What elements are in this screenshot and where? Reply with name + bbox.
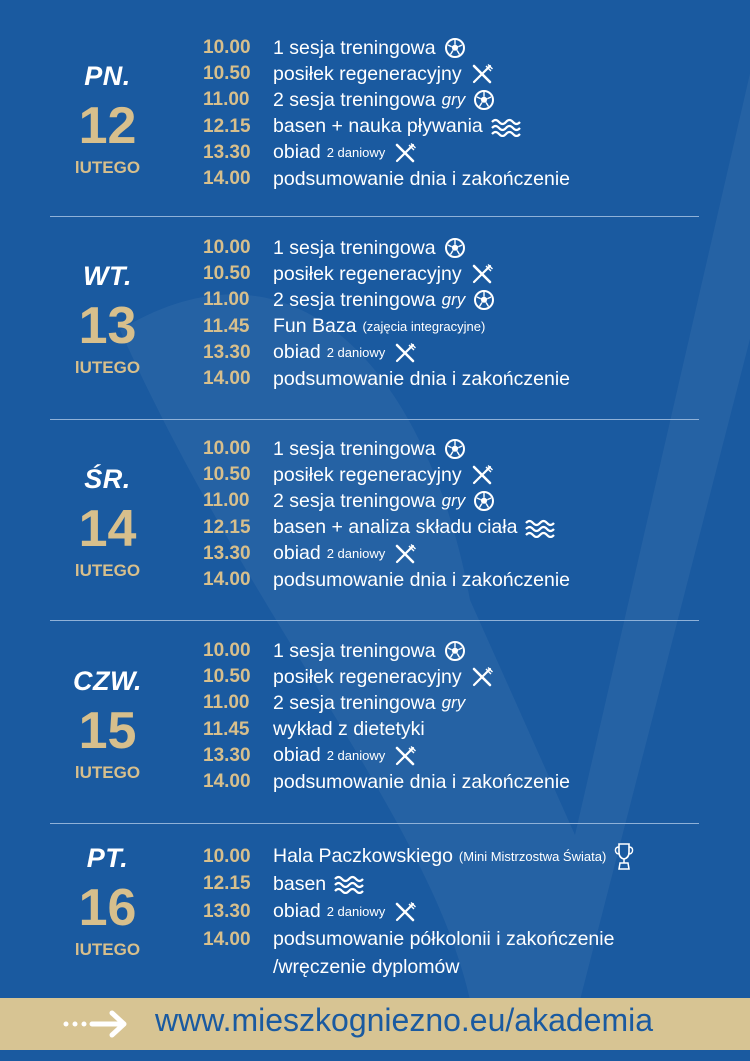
- row-description: [273, 873, 364, 896]
- row-time: 12.15: [203, 516, 251, 538]
- fork-knife-icon: [393, 745, 417, 767]
- day-number: 12: [78, 97, 137, 155]
- row-time: 13.30: [203, 542, 251, 564]
- day-number: 16: [78, 879, 137, 937]
- row-activity-note: gry: [441, 90, 466, 110]
- schedule-row: [203, 366, 570, 392]
- row-description: [273, 237, 466, 260]
- separator: [50, 620, 699, 621]
- row-activity: obiad: [273, 341, 321, 364]
- row-activity: obiad: [273, 900, 321, 923]
- row-description: [273, 692, 465, 715]
- ball-icon: [473, 89, 495, 111]
- fork-knife-icon: [393, 901, 417, 923]
- ball-icon: [444, 640, 466, 662]
- schedule-rows: [203, 35, 570, 192]
- row-description: [273, 842, 634, 872]
- row-time: 14.00: [203, 168, 251, 190]
- row-description: [273, 37, 466, 60]
- row-time: 14.00: [203, 771, 251, 793]
- row-activity: 2 sesja treningowa: [273, 489, 436, 512]
- schedule-row: [203, 166, 570, 192]
- row-activity-detail: 2 daniowy: [326, 904, 386, 920]
- row-time: 10.00: [203, 237, 251, 259]
- row-description: [273, 744, 417, 767]
- separator: [50, 216, 699, 217]
- row-activity: 1 sesja treningowa: [273, 639, 436, 662]
- day-name: CZW.: [73, 666, 142, 696]
- row-time: 14.00: [203, 928, 251, 950]
- row-activity: posiłek regeneracyjny: [273, 463, 462, 486]
- day-month: lUTEGO: [74, 561, 141, 580]
- schedule-row: [203, 35, 570, 61]
- row-activity: Hala Paczkowskiego: [273, 845, 453, 868]
- waves-icon: [334, 874, 364, 894]
- row-activity: wykład z dietetyki: [273, 718, 425, 741]
- row-activity: podsumowanie dnia i zakończenie: [273, 167, 571, 190]
- schedule-row: [203, 769, 570, 795]
- trophy-icon: [614, 842, 634, 872]
- fork-knife-icon: [393, 342, 417, 364]
- fork-knife-icon: [393, 543, 417, 565]
- waves-icon: [491, 117, 521, 137]
- schedule-row: [203, 114, 570, 140]
- schedule-row: [203, 287, 570, 313]
- row-activity-detail: (zajęcia integracyjne): [362, 319, 486, 335]
- row-activity: basen: [273, 872, 327, 895]
- row-time: 12.15: [203, 115, 251, 137]
- row-activity-detail: (Mini Mistrzostwa Świata): [458, 849, 607, 865]
- row-activity: 1 sesja treningowa: [273, 437, 436, 460]
- row-time: 10.00: [203, 640, 251, 662]
- day-number: 15: [78, 702, 137, 760]
- schedule-row: [203, 261, 570, 287]
- row-time: 11.45: [203, 718, 250, 740]
- row-activity: 1 sesja treningowa: [273, 36, 436, 59]
- row-description: [273, 542, 417, 565]
- row-description: [273, 89, 495, 112]
- row-activity: 2 sesja treningowa: [273, 288, 436, 311]
- day-month: lUTEGO: [74, 158, 141, 177]
- row-description: [273, 771, 570, 794]
- row-time: 13.30: [203, 341, 251, 363]
- website-link[interactable]: www.mieszkogniezno.eu/akademia: [155, 1002, 654, 1038]
- row-description: [273, 438, 466, 461]
- separator: [50, 419, 699, 420]
- row-activity: 2 sesja treningowa: [273, 88, 436, 111]
- day-number: 14: [78, 500, 137, 558]
- schedule-rows: [203, 235, 570, 392]
- ball-icon: [444, 237, 466, 259]
- day-name: ŚR.: [84, 464, 131, 494]
- schedule-row: [203, 488, 570, 514]
- row-description: [273, 900, 417, 923]
- day-label: [40, 61, 175, 178]
- row-activity-detail: 2 daniowy: [326, 748, 386, 764]
- day-number: 13: [78, 297, 137, 355]
- schedule-row: [203, 235, 570, 261]
- schedule-row: [203, 871, 634, 899]
- schedule-row: [203, 664, 570, 690]
- day-month: lUTEGO: [74, 358, 141, 377]
- row-description: [273, 289, 495, 312]
- waves-icon: [525, 518, 555, 538]
- row-activity: 1 sesja treningowa: [273, 236, 436, 259]
- row-time: 10.50: [203, 63, 251, 85]
- row-time: 11.45: [203, 315, 250, 337]
- footer-bar: [0, 998, 750, 1050]
- day-label: [40, 666, 175, 783]
- row-description: [273, 666, 494, 689]
- row-time: 14.00: [203, 368, 251, 390]
- row-activity-detail: 2 daniowy: [326, 345, 386, 361]
- schedule-rows: [203, 843, 634, 981]
- row-activity: obiad: [273, 542, 321, 565]
- row-time: 11.00: [203, 89, 250, 111]
- row-time: 13.30: [203, 744, 251, 766]
- row-description: [273, 168, 570, 191]
- separator: [50, 823, 699, 824]
- row-description: [273, 263, 494, 286]
- schedule-row: [203, 515, 570, 541]
- day-name: PT.: [86, 843, 129, 873]
- row-time: 11.00: [203, 692, 250, 714]
- schedule-row: [203, 953, 634, 981]
- row-time: 14.00: [203, 569, 251, 591]
- schedule-row: [203, 340, 570, 366]
- schedule-row: [203, 567, 570, 593]
- row-activity: Fun Baza: [273, 315, 357, 338]
- row-time: 13.30: [203, 141, 251, 163]
- row-description: [273, 718, 425, 741]
- row-activity: posiłek regeneracyjny: [273, 62, 462, 85]
- row-description: [273, 315, 485, 338]
- arrow-right-icon: [62, 1009, 132, 1039]
- schedule-row: [203, 743, 570, 769]
- row-time: 10.50: [203, 263, 251, 285]
- row-time: 10.00: [203, 845, 251, 867]
- row-description: [273, 341, 417, 364]
- row-activity: basen + analiza składu ciała: [273, 516, 518, 539]
- ball-icon: [444, 37, 466, 59]
- row-activity: obiad: [273, 744, 321, 767]
- row-description: [273, 368, 570, 391]
- row-time: 10.00: [203, 438, 251, 460]
- row-time: 12.15: [203, 873, 251, 895]
- fork-knife-icon: [470, 63, 494, 85]
- ball-icon: [444, 438, 466, 460]
- row-description: [273, 63, 494, 86]
- day-label: [40, 464, 175, 581]
- row-description: [273, 569, 570, 592]
- row-activity: posiłek regeneracyjny: [273, 665, 462, 688]
- ball-icon: [473, 289, 495, 311]
- schedule-row: [203, 690, 570, 716]
- row-description: [273, 464, 494, 487]
- schedule-row: [203, 717, 570, 743]
- schedule-row: [203, 61, 570, 87]
- fork-knife-icon: [470, 464, 494, 486]
- row-activity-detail: 2 daniowy: [326, 145, 386, 161]
- row-activity: podsumowanie dnia i zakończenie: [273, 367, 571, 390]
- row-time: 11.00: [203, 289, 250, 311]
- row-activity-detail: 2 daniowy: [326, 546, 386, 562]
- fork-knife-icon: [393, 142, 417, 164]
- row-activity: podsumowanie półkolonii i zakończenie: [273, 928, 615, 951]
- day-name: PN.: [84, 61, 131, 91]
- row-time: 13.30: [203, 900, 251, 922]
- day-name: WT.: [83, 261, 132, 291]
- row-description: [273, 640, 466, 663]
- row-description: [273, 115, 521, 138]
- day-month: lUTEGO: [74, 763, 141, 782]
- row-activity: podsumowanie dnia i zakończenie: [273, 568, 571, 591]
- row-activity: /wręczenie dyplomów: [273, 955, 460, 978]
- schedule-row: [203, 541, 570, 567]
- row-activity: basen + nauka pływania: [273, 115, 483, 138]
- row-activity: 2 sesja treningowa: [273, 691, 436, 714]
- schedule-row: [203, 843, 634, 871]
- row-activity-note: gry: [441, 693, 466, 713]
- schedule-row: [203, 87, 570, 113]
- row-time: 10.50: [203, 666, 251, 688]
- schedule-rows: [203, 638, 570, 795]
- row-description: [273, 516, 555, 539]
- day-label: [40, 843, 175, 960]
- row-description: [273, 141, 417, 164]
- row-time: 10.50: [203, 464, 251, 486]
- day-month: lUTEGO: [74, 940, 141, 959]
- day-label: [40, 261, 175, 378]
- row-activity-note: gry: [441, 491, 466, 511]
- schedule-row: [203, 462, 570, 488]
- row-activity-note: gry: [441, 290, 466, 310]
- schedule-row: [203, 638, 570, 664]
- schedule-rows: [203, 436, 570, 593]
- schedule-row: [203, 898, 634, 926]
- row-description: [273, 956, 459, 979]
- schedule-row: [203, 140, 570, 166]
- ball-icon: [473, 490, 495, 512]
- row-time: 11.00: [203, 490, 250, 512]
- fork-knife-icon: [470, 666, 494, 688]
- row-time: 10.00: [203, 37, 251, 59]
- fork-knife-icon: [470, 263, 494, 285]
- row-activity: obiad: [273, 141, 321, 164]
- schedule-row: [203, 926, 634, 954]
- schedule-row: [203, 436, 570, 462]
- schedule-row: [203, 314, 570, 340]
- row-activity: podsumowanie dnia i zakończenie: [273, 770, 571, 793]
- row-description: [273, 490, 495, 513]
- row-description: [273, 928, 614, 951]
- row-activity: posiłek regeneracyjny: [273, 262, 462, 285]
